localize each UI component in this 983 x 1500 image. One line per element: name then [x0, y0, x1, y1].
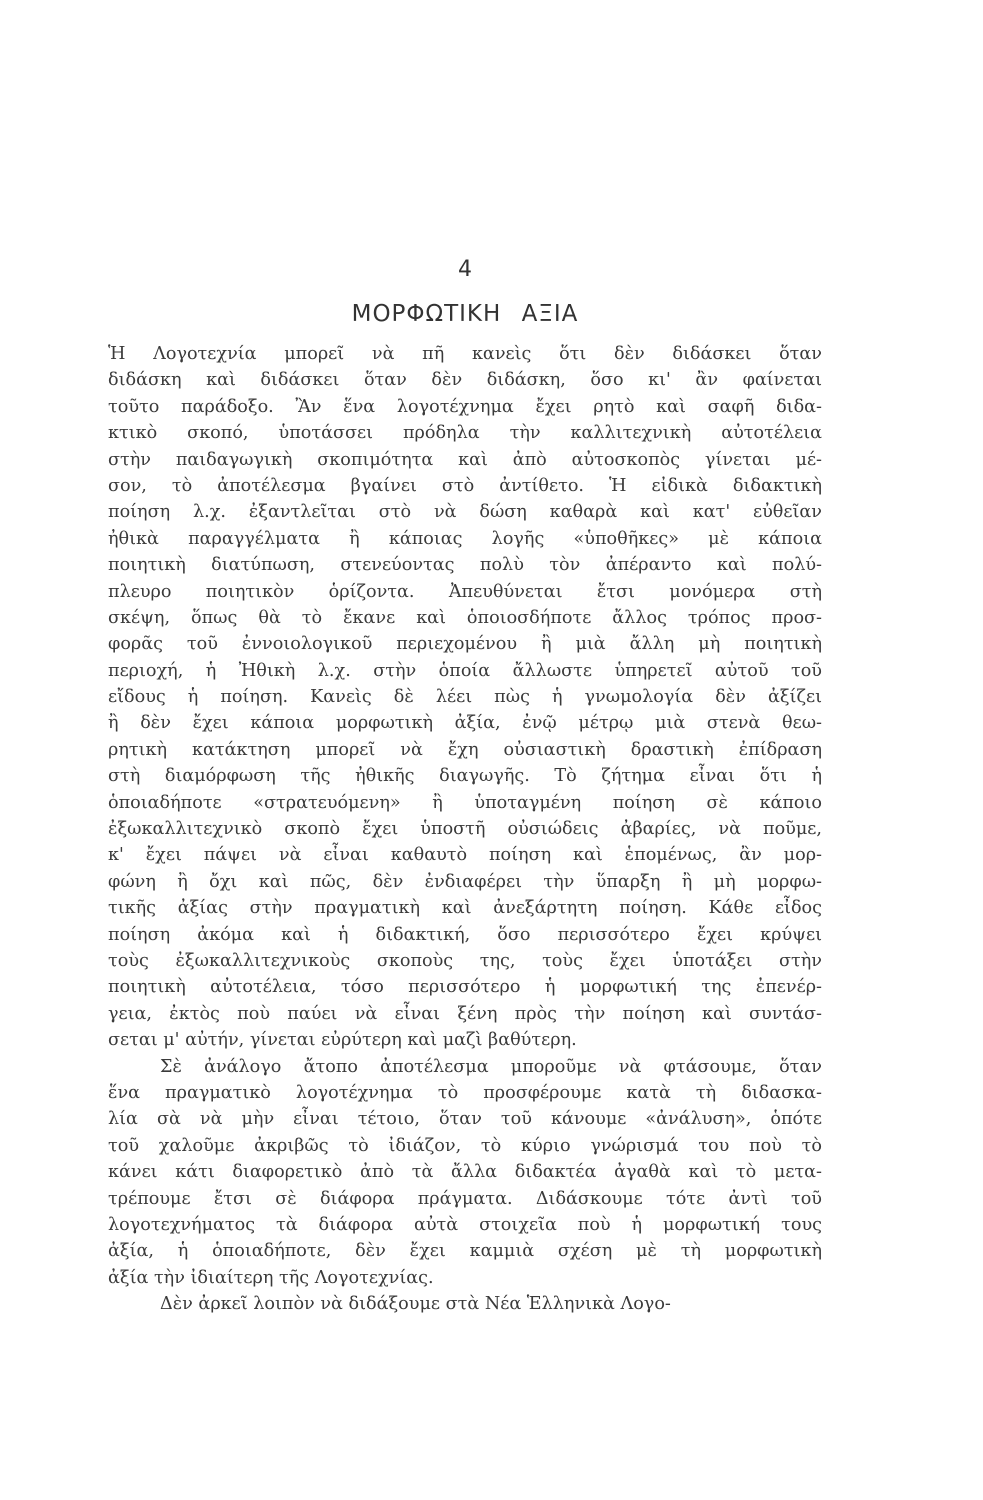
text-line: στὴν παιδαγωγικὴ σκοπιμότητα καὶ ἀπὸ αὐτοσκοπὸς γίνεται μέ-	[108, 449, 822, 470]
text-line: κάνει κάτι διαφορετικὸ ἀπὸ τὰ ἄλλα διδακτέα ἀγαθὰ καὶ τὸ μετα-	[108, 1162, 822, 1183]
chapter-number: 4	[458, 257, 472, 282]
text-line: κτικὸ σκοπό, ὑποτάσσει πρόδηλα τὴν καλλιτεχνικὴ αὐτοτέλεια	[108, 423, 822, 444]
text-line: διδάσκη καὶ διδάσκει ὅταν δὲν διδάσκη, ὅσο κι' ἂν φαίνεται	[108, 370, 822, 391]
text-line: ποίηση ἀκόμα καὶ ἡ διδακτική, ὅσο περισσότερο ἔχει κρύψει	[108, 924, 822, 945]
text-line: ὁποιαδήποτε «στρατευόμενη» ἢ ὑποταγμένη ποίηση σὲ κάποιο	[108, 792, 822, 813]
text-line: ποιητικὴ διατύπωση, στενεύοντας πολὺ τὸν ἀπέραντο καὶ πολύ-	[108, 555, 822, 576]
paragraph	[108, 341, 822, 1054]
text-line: πλευρο ποιητικὸν ὁρίζοντα. Ἀπευθύνεται ἔτσι μονόμερα στὴ	[108, 581, 822, 602]
text-line: ἀξία τὴν ἰδιαίτερη τῆς Λογοτεχνίας.	[108, 1267, 434, 1288]
text-line: ποιητικὴ αὐτοτέλεια, τόσο περισσότερο ἡ μορφωτική της ἐπενέρ-	[108, 977, 822, 998]
paragraph	[108, 1054, 822, 1292]
text-line: τοῦ χαλοῦμε ἀκριβῶς τὸ ἰδιάζον, τὸ κύριο γνώρισμά του ποὺ τὸ	[108, 1135, 822, 1156]
body-text	[108, 341, 822, 1317]
book-page	[108, 255, 822, 1317]
text-line: ἐξωκαλλιτεχνικὸ σκοπὸ ἔχει ὑποστῆ οὐσιώδεις ἀβαρίες, νὰ ποῦμε,	[108, 819, 822, 840]
text-line: περιοχή, ἡ Ἠθικὴ λ.χ. στὴν ὁποία ἄλλωστε ὑπηρετεῖ αὐτοῦ τοῦ	[108, 660, 822, 681]
text-line: λογοτεχνήματος τὰ διάφορα αὐτὰ στοιχεῖα ποὺ ἡ μορφωτική τους	[108, 1214, 822, 1235]
paragraph	[108, 1291, 822, 1317]
text-line: σεται μ' αὐτήν, γίνεται εὐρύτερη καὶ μαζὶ βαθύτερη.	[108, 1030, 577, 1051]
text-line: σκέψη, ὅπως θὰ τὸ ἔκανε καὶ ὁποιοσδήποτε ἄλλος τρόπος προσ-	[108, 607, 822, 628]
text-line: φώνη ἢ ὄχι καὶ πῶς, δὲν ἐνδιαφέρει τὴν ὕπαρξη ἢ μὴ μορφω-	[108, 871, 822, 892]
text-line: τικῆς ἀξίας στὴν πραγματικὴ καὶ ἀνεξάρτητη ποίηση. Κάθε εἶδος	[108, 898, 822, 919]
text-line: γεια, ἐκτὸς ποὺ παύει νὰ εἶναι ξένη πρὸς τὴν ποίηση καὶ συντάσ-	[108, 1003, 822, 1024]
text-line: Ἡ Λογοτεχνία μπορεῖ νὰ πῆ κανεὶς ὅτι δὲν διδάσκει ὅταν	[108, 344, 822, 364]
text-line: ρητικὴ κατάκτηση μπορεῖ νὰ ἔχη οὐσιαστικὴ δραστικὴ ἐπίδραση	[108, 739, 822, 760]
text-line: τοῦτο παράδοξο. Ἂν ἕνα λογοτέχνημα ἔχει ρητὸ καὶ σαφῆ διδα-	[108, 396, 822, 417]
text-line: ἢ δὲν ἔχει κάποια μορφωτικὴ ἀξία, ἐνῷ μέτρῳ μιὰ στενὰ θεω-	[108, 713, 822, 734]
text-line: Σὲ ἀνάλογο ἄτοπο ἀποτέλεσμα μποροῦμε νὰ φτάσουμε, ὅταν	[160, 1056, 822, 1077]
text-line: Δὲν ἀρκεῖ λοιπὸν νὰ διδάξουμε στὰ Νέα Ἑλληνικὰ Λογο-	[160, 1294, 671, 1315]
text-line: εἴδους ἡ ποίηση. Κανεὶς δὲ λέει πὼς ἡ γνωμολογία δὲν ἀξίζει	[108, 687, 822, 708]
text-line: σον, τὸ ἀποτέλεσμα βγαίνει στὸ ἀντίθετο. Ἡ εἰδικὰ διδακτικὴ	[108, 475, 822, 496]
text-line: τοὺς ἐξωκαλλιτεχνικοὺς σκοποὺς της, τοὺς ἔχει ὑποτάξει στὴν	[108, 950, 822, 971]
text-line: κ' ἔχει πάψει νὰ εἶναι καθαυτὸ ποίηση καὶ ἑπομένως, ἂν μορ-	[108, 845, 822, 866]
text-line: ποίηση λ.χ. ἐξαντλεῖται στὸ νὰ δώση καθαρὰ καὶ κατ' εὐθεῖαν	[108, 502, 822, 523]
text-line: λία σὰ νὰ μὴν εἶναι τέτοιο, ὅταν τοῦ κάνουμε «ἀνάλυση», ὁπότε	[108, 1109, 822, 1130]
text-line: ἀξία, ἡ ὁποιαδήποτε, δὲν ἔχει καμμιὰ σχέση μὲ τὴ μορφωτικὴ	[108, 1241, 822, 1262]
chapter-title: ΜΟΡΦΩΤΙΚΗ ΑΞΙΑ	[351, 301, 579, 327]
text-line: φορᾶς τοῦ ἐννοιολογικοῦ περιεχομένου ἢ μιὰ ἄλλη μὴ ποιητικὴ	[108, 634, 822, 655]
text-line: τρέπουμε ἔτσι σὲ διάφορα πράγματα. Διδάσκουμε τότε ἀντὶ τοῦ	[108, 1188, 822, 1209]
text-line: ἠθικὰ παραγγέλματα ἢ κάποιας λογῆς «ὑποθῆκες» μὲ κάποια	[108, 528, 822, 549]
text-line: ἕνα πραγματικὸ λογοτέχνημα τὸ προσφέρουμε κατὰ τὴ διδασκα-	[108, 1082, 822, 1103]
text-line: στὴ διαμόρφωση τῆς ἠθικῆς διαγωγῆς. Τὸ ζήτημα εἶναι ὅτι ἡ	[108, 766, 822, 787]
